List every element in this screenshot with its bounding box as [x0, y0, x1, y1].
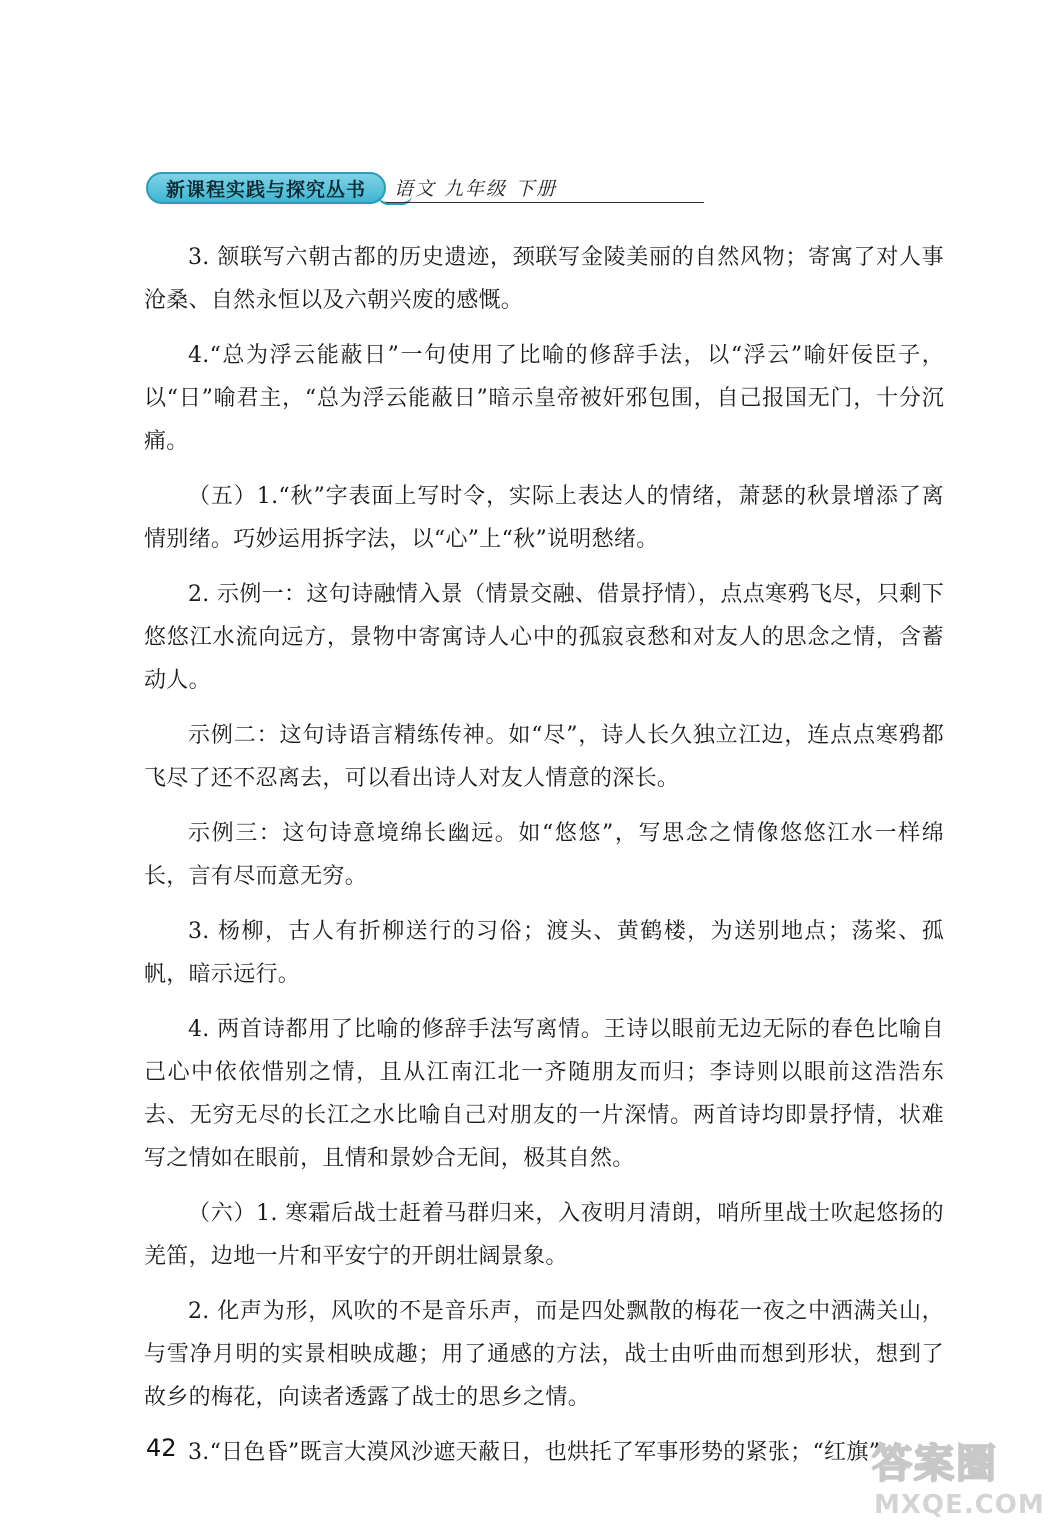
- paragraph: 3. 颔联写六朝古都的历史遗迹，颈联写金陵美丽的自然风物；寄寓了对人事沧桑、自然永恒以及六朝兴废的感慨。: [144, 245, 944, 313]
- paragraph: 示例二：这句诗语言精练传神。如“尽”，诗人长久独立江边，连点点寒鸦都飞尽了还不忍离去，可以看出诗人对友人情意的深长。: [144, 723, 944, 791]
- answer-content: [144, 236, 944, 1486]
- watermark: [868, 1432, 1045, 1528]
- page-header: [146, 172, 566, 206]
- series-title-badge: [146, 172, 386, 204]
- paragraph: 3.“日色昏”既言大漠风沙遮天蔽日，也烘托了军事形势的紧张；“红旗”: [188, 1440, 881, 1465]
- paragraph: 2. 化声为形，风吹的不是音乐声，而是四处飘散的梅花一夜之中洒满关山，与雪净月明的实景相映成趣；用了通感的方法，战士由听曲而想到形状，想到了故乡的梅花，向读者透露了战士的思乡之情。: [144, 1299, 944, 1410]
- watermark-logo: 答案圈: [872, 1441, 998, 1487]
- paragraph: 3. 杨柳，古人有折柳送行的习俗；渡头、黄鹤楼，为送别地点；荡桨、孤帆，暗示远行。: [144, 919, 944, 987]
- paragraph: 4. 两首诗都用了比喻的修辞手法写离情。王诗以眼前无边无际的春色比喻自己心中依依惜别之情，且从江南江北一齐随朋友而归；李诗则以眼前这浩浩东去、无穷无尽的长江之水比喻自己对朋友的一片深情。两首诗均即景抒情，状难写之情如在眼前，且情和景妙合无间，极其自然。: [144, 1017, 944, 1171]
- paragraph: （五）1.“秋”字表面上写时令，实际上表达人的情绪，萧瑟的秋景增添了离情别绪。巧妙运用拆字法，以“心”上“秋”说明愁绪。: [144, 484, 944, 552]
- paragraph: 2. 示例一：这句诗融情入景（情景交融、借景抒情），点点寒鸦飞尽，只剩下悠悠江水流向远方，景物中寄寓诗人心中的孤寂哀愁和对友人的思念之情，含蓄动人。: [144, 582, 944, 693]
- watermark-url: MXQE.COM: [874, 1490, 1045, 1520]
- header-rule: [386, 202, 704, 203]
- page-number: 42: [146, 1434, 177, 1462]
- paragraph: （六）1. 寒霜后战士赶着马群归来，入夜明月清朗，哨所里战士吹起悠扬的羌笛，边地一片和平安宁的开朗壮阔景象。: [144, 1201, 944, 1269]
- book-info: 语文 九年级 下册: [394, 178, 558, 200]
- series-title: 新课程实践与探究丛书: [165, 178, 366, 201]
- paragraph: 示例三：这句诗意境绵长幽远。如“悠悠”，写思念之情像悠悠江水一样绵长，言有尽而意无穷。: [144, 821, 944, 889]
- paragraph: 4.“总为浮云能蔽日”一句使用了比喻的修辞手法，以“浮云”喻奸佞臣子，以“日”喻君主，“总为浮云能蔽日”暗示皇帝被奸邪包围，自己报国无门，十分沉痛。: [144, 343, 944, 454]
